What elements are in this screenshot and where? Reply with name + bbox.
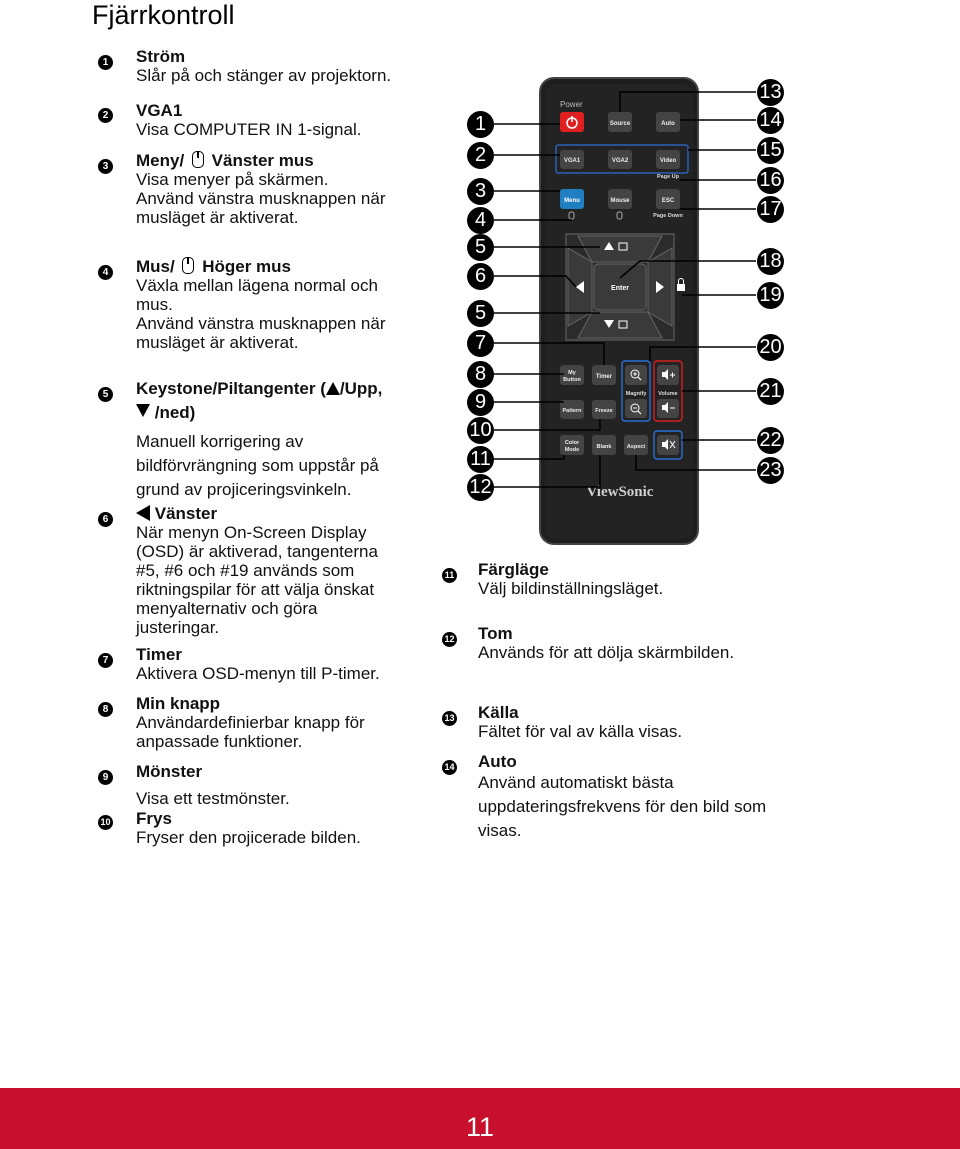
item-heading: Auto bbox=[478, 752, 517, 771]
callout-10: 10 bbox=[467, 417, 494, 444]
enter-button-label: Enter bbox=[611, 285, 629, 292]
volume-label: Volume bbox=[658, 391, 678, 397]
callout-22: 22 bbox=[757, 427, 784, 454]
item-heading: Frys bbox=[136, 809, 172, 828]
item-heading: Tom bbox=[478, 624, 513, 643]
item-badge-4: 4 bbox=[98, 265, 113, 280]
callout-11: 11 bbox=[467, 446, 494, 473]
mouse-button-label: Mouse bbox=[610, 198, 630, 204]
item-badge-2: 2 bbox=[98, 108, 113, 123]
item-desc: Välj bildinställningsläget. bbox=[478, 579, 664, 598]
callout-8: 8 bbox=[467, 361, 494, 388]
callout-13: 13 bbox=[757, 79, 784, 106]
item-badge-14: 14 bbox=[442, 760, 457, 775]
esc-button-label: ESC bbox=[661, 198, 675, 204]
item-desc: Manuell korrigering av bildförvrängning som uppstår på grund av projiceringsvinkeln. bbox=[136, 432, 379, 499]
item-heading: Timer bbox=[136, 645, 182, 664]
item-heading: Ström bbox=[136, 47, 186, 66]
item-heading: Mönster bbox=[136, 762, 203, 781]
callout-19: 19 bbox=[757, 282, 784, 309]
dpad bbox=[566, 234, 685, 340]
item-heading-part: /Upp, bbox=[339, 379, 383, 398]
callout-12: 12 bbox=[467, 474, 494, 501]
callout-6: 6 bbox=[467, 263, 494, 290]
item-pattern bbox=[136, 762, 436, 808]
item-heading-part: Meny/ bbox=[136, 151, 185, 170]
video-button-label: Video bbox=[659, 158, 677, 164]
callout-1: 1 bbox=[467, 111, 494, 138]
item-badge-10: 10 bbox=[98, 815, 113, 830]
item-badge-3: 3 bbox=[98, 159, 113, 174]
item-desc: Användardefinierbar knapp för anpassade funktioner. bbox=[136, 713, 365, 751]
page-up-label: Page Up bbox=[656, 174, 680, 180]
auto-button-label: Auto bbox=[661, 121, 675, 127]
blank-button-label: Blank bbox=[596, 444, 612, 450]
source-button-label: Source bbox=[609, 121, 631, 127]
callout-15: 15 bbox=[757, 137, 784, 164]
item-color-mode bbox=[478, 560, 898, 598]
item-heading: VGA1 bbox=[136, 101, 183, 120]
item-desc: När menyn On-Screen Display (OSD) är aktiverad, tangenterna #5, #6 och #19 används som riktningspilar för att välja önskat menyalternativ och göra justeringar. bbox=[136, 523, 378, 637]
item-badge-11: 11 bbox=[442, 568, 457, 583]
callout-7: 7 bbox=[467, 330, 494, 357]
callout-17: 17 bbox=[757, 196, 784, 223]
vga1-button-label: VGA1 bbox=[563, 158, 581, 164]
callout-2: 2 bbox=[467, 142, 494, 169]
item-badge-13: 13 bbox=[442, 711, 457, 726]
magnify-in-button[interactable] bbox=[625, 365, 647, 385]
magnify-out-button[interactable] bbox=[625, 399, 647, 418]
page-number: 11 bbox=[465, 1112, 495, 1142]
callout-3: 3 bbox=[467, 178, 494, 205]
menu-button-label: Menu bbox=[564, 198, 580, 204]
callout-5a: 5 bbox=[467, 234, 494, 261]
callout-14: 14 bbox=[757, 107, 784, 134]
callout-18: 18 bbox=[757, 248, 784, 275]
item-timer bbox=[136, 645, 436, 683]
item-desc: Visa menyer på skärmen. Använd vänstra musknappen när musläget är aktiverat. bbox=[136, 170, 386, 227]
item-heading-part: /ned) bbox=[154, 403, 196, 422]
item-heading-part: Keystone/Piltangenter ( bbox=[136, 379, 326, 398]
item-source bbox=[478, 703, 898, 741]
power-label: Power bbox=[560, 100, 583, 109]
page-down-label: Page Down bbox=[653, 213, 683, 219]
callout-4: 4 bbox=[467, 207, 494, 234]
item-badge-1: 1 bbox=[98, 55, 113, 70]
callout-21: 21 bbox=[757, 378, 784, 405]
color-mode-label-2: Mode bbox=[564, 447, 580, 453]
item-desc: Visa COMPUTER IN 1-signal. bbox=[136, 120, 362, 139]
vga2-button-label: VGA2 bbox=[611, 158, 629, 164]
callout-16: 16 bbox=[757, 167, 784, 194]
item-heading-part: Mus/ bbox=[136, 257, 175, 276]
freeze-button-label: Freeze bbox=[595, 408, 613, 414]
item-desc: Används för att dölja skärmbilden. bbox=[478, 643, 735, 662]
brand-logo: ViewSonic bbox=[586, 484, 654, 500]
item-desc: Växla mellan lägena normal och mus. Använd vänstra musknappen när musläget är aktiverat. bbox=[136, 276, 386, 352]
item-badge-12: 12 bbox=[442, 632, 457, 647]
item-desc: Aktivera OSD-menyn till P-timer. bbox=[136, 664, 380, 683]
aspect-button-label: Aspect bbox=[626, 444, 646, 450]
item-badge-8: 8 bbox=[98, 702, 113, 717]
item-badge-5: 5 bbox=[98, 387, 113, 402]
item-heading-part: Vänster bbox=[154, 504, 218, 523]
item-auto bbox=[478, 752, 898, 843]
item-desc: Använd automatiskt bästa uppdateringsfrekvens för den bild som visas. bbox=[478, 773, 767, 840]
item-heading: Källa bbox=[478, 703, 519, 722]
my-button-label-2: Button bbox=[563, 377, 581, 383]
item-desc: Fältet för val av källa visas. bbox=[478, 722, 683, 741]
callout-5b: 5 bbox=[467, 300, 494, 327]
page-title: Fjärrkontroll bbox=[92, 0, 235, 30]
timer-button-label: Timer bbox=[595, 374, 613, 380]
item-heading: Min knapp bbox=[136, 694, 221, 713]
item-heading-part: Höger mus bbox=[202, 257, 291, 276]
pattern-button-label: Pattern bbox=[562, 408, 582, 414]
callout-20: 20 bbox=[757, 334, 784, 361]
item-badge-7: 7 bbox=[98, 653, 113, 668]
lock-icon bbox=[677, 284, 685, 291]
item-desc: Visa ett testmönster. bbox=[136, 789, 290, 808]
callout-9: 9 bbox=[467, 389, 494, 416]
keystone-down-button[interactable] bbox=[578, 312, 662, 338]
my-button-label-1: My bbox=[568, 370, 576, 376]
callout-23: 23 bbox=[757, 457, 784, 484]
item-freeze bbox=[136, 809, 436, 847]
magnify-label: Magnify bbox=[625, 391, 647, 397]
item-badge-9: 9 bbox=[98, 770, 113, 785]
item-blank bbox=[478, 624, 898, 662]
item-heading-part: Vänster mus bbox=[211, 151, 314, 170]
item-desc: Fryser den projicerade bilden. bbox=[136, 828, 361, 847]
item-badge-6: 6 bbox=[98, 512, 113, 527]
item-heading: Färgläge bbox=[478, 560, 549, 579]
item-desc: Slår på och stänger av projektorn. bbox=[136, 66, 392, 85]
keystone-up-button[interactable] bbox=[578, 236, 662, 262]
item-my-button bbox=[136, 694, 436, 751]
color-mode-label-1: Color bbox=[564, 440, 580, 446]
